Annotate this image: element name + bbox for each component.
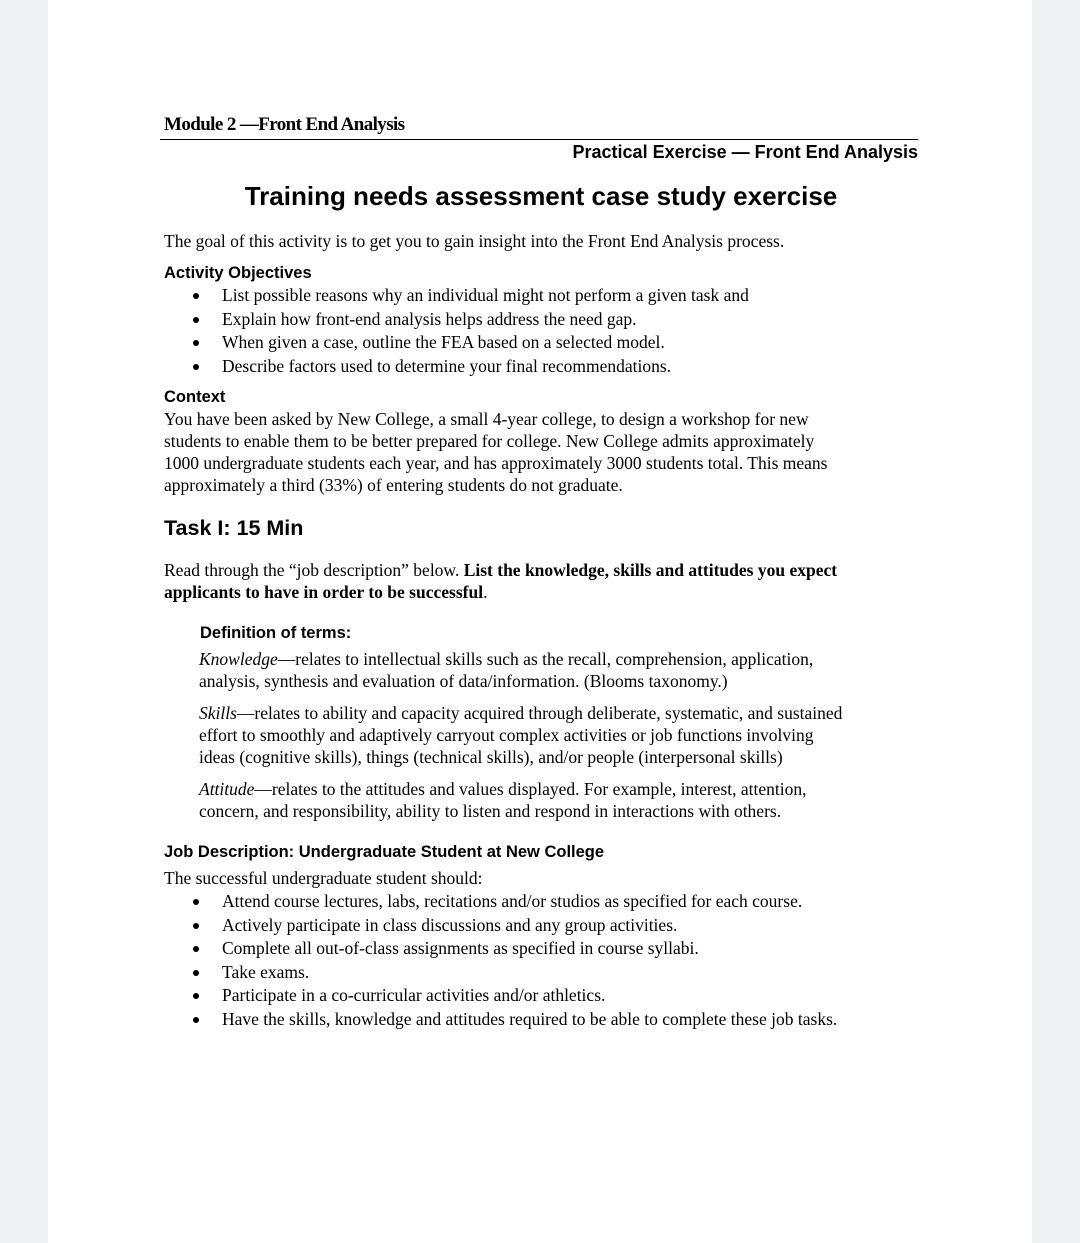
- job-task-item: [164, 914, 837, 938]
- context-paragraph: [164, 408, 918, 496]
- objective-text: List possible reasons why an individual might not perform a given task and: [222, 285, 749, 305]
- objective-item: [164, 308, 749, 332]
- task-line: [164, 581, 924, 603]
- job-task-text: Complete all out-of-class assignments as specified in course syllabi.: [222, 938, 699, 959]
- job-task-item: [164, 890, 837, 914]
- objectives-list: [164, 284, 749, 378]
- objective-text: Describe factors used to determine your final recommendations.: [222, 355, 672, 376]
- context-line: You have been asked by New College, a small 4-year college, to design a workshop for new: [164, 409, 809, 429]
- objective-item: [164, 355, 749, 379]
- definition-attitude: [199, 778, 919, 822]
- definition-line: [199, 648, 919, 670]
- job-task-text: Have the skills, knowledge and attitudes required to be able to complete these job tasks.: [222, 1008, 838, 1029]
- exercise-header: Practical Exercise — Front End Analysis: [572, 142, 918, 162]
- task-text-plain: Read through the “job description” below.: [164, 560, 464, 580]
- bullet-icon: [193, 1017, 199, 1023]
- context-line: students to enable them to be better prepared for college. New College admits approximately: [164, 431, 815, 451]
- bullet-icon: [193, 364, 199, 370]
- context-heading: Context: [164, 388, 226, 406]
- definition-line: analysis, synthesis and evaluation of data/information. (Blooms taxonomy.): [199, 671, 728, 691]
- definition-term: Attitude: [199, 779, 255, 799]
- definition-line: effort to smoothly and adaptively carryout complex activities or job functions involving: [199, 725, 814, 745]
- definition-text: —relates to intellectual skills such as the recall, comprehension, application,: [277, 649, 814, 669]
- definition-term: Skills: [199, 703, 237, 723]
- context-line: approximately a third (33%) of entering students do not graduate.: [164, 475, 623, 495]
- task-text-bold: List the knowledge, skills and attitudes you expect: [463, 560, 838, 580]
- job-task-item: [164, 984, 837, 1008]
- definition-text: —relates to ability and capacity acquired through deliberate, systematic, and sustained: [236, 703, 843, 723]
- bullet-icon: [193, 340, 199, 346]
- definition-skills: [199, 702, 919, 768]
- intro-paragraph: The goal of this activity is to get you to gain insight into the Front End Analysis process.: [164, 231, 785, 251]
- definition-line: [199, 702, 919, 724]
- definitions-heading: Definition of terms:: [200, 624, 352, 642]
- definition-line: concern, and responsibility, ability to listen and respond in interactions with others.: [199, 801, 782, 821]
- task-heading: Task I: 15 Min: [164, 516, 304, 540]
- definition-text: —relates to the attitudes and values displayed. For example, interest, attention,: [254, 779, 807, 799]
- definition-knowledge: [199, 648, 919, 692]
- objective-item: [164, 284, 749, 308]
- header-rule: [160, 139, 918, 140]
- objective-text: Explain how front-end analysis helps address the need gap.: [222, 308, 637, 329]
- objective-text: When given a case, outline the FEA based on a selected model.: [222, 332, 665, 353]
- job-task-item: [164, 937, 837, 961]
- bullet-icon: [193, 923, 199, 929]
- job-tasks-list: [164, 890, 837, 1032]
- bullet-icon: [193, 993, 199, 999]
- objective-item: [164, 331, 749, 355]
- job-task-item: [164, 961, 837, 985]
- definition-line: [199, 778, 919, 800]
- task-text-end: .: [483, 582, 488, 602]
- task-line: [164, 559, 924, 581]
- definition-line: ideas (cognitive skills), things (technical skills), and/or people (interpersonal skills): [199, 747, 783, 767]
- job-task-text: Actively participate in class discussions and any group activities.: [222, 914, 678, 935]
- objectives-heading: Activity Objectives: [164, 264, 312, 282]
- bullet-icon: [193, 899, 199, 905]
- task-text-bold: applicants to have in order to be successful: [164, 582, 484, 602]
- task-instructions: [164, 559, 924, 603]
- document-page: [48, 0, 1032, 1243]
- job-description-heading: Job Description: Undergraduate Student at New College: [164, 843, 605, 861]
- definition-term: Knowledge: [199, 649, 278, 669]
- job-task-text: Participate in a co-curricular activities and/or athletics.: [222, 985, 606, 1006]
- module-header: Module 2 —Front End Analysis: [164, 114, 405, 135]
- bullet-icon: [193, 970, 199, 976]
- job-description-intro: The successful undergraduate student should:: [164, 868, 483, 888]
- bullet-icon: [193, 293, 199, 299]
- job-task-text: Take exams.: [222, 961, 310, 982]
- context-line: 1000 undergraduate students each year, and has approximately 3000 students total. This means: [164, 453, 828, 473]
- bullet-icon: [193, 946, 199, 952]
- bullet-icon: [193, 317, 199, 323]
- job-task-item: [164, 1008, 837, 1032]
- document-title: Training needs assessment case study exercise: [244, 181, 838, 211]
- job-task-text: Attend course lectures, labs, recitations and/or studios as specified for each course.: [222, 891, 803, 911]
